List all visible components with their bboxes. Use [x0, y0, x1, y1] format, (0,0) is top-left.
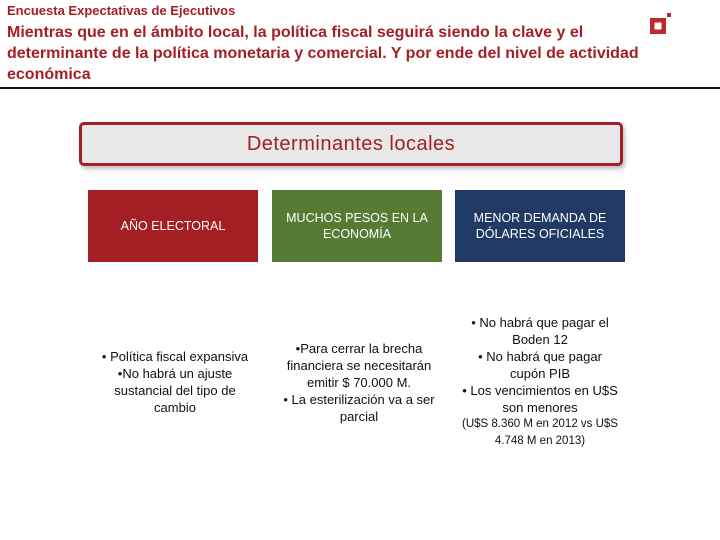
column-header-electoral	[88, 190, 258, 262]
page-title: Mientras que en el ámbito local, la política fiscal seguirá siendo la clave y el determinante de la política monetaria y comercial. Y por ende del nivel de actividad económica	[7, 24, 639, 83]
bullet-item: • No habrá que pagar el Boden 12	[471, 315, 609, 347]
header-subtitle: Encuesta Expectativas de Ejecutivos	[7, 3, 236, 18]
column-header-label: AÑO ELECTORAL	[120, 219, 226, 233]
brand-logo-icon	[648, 12, 672, 36]
column-body-pesos	[282, 262, 436, 502]
bullet-item: • No habrá que pagar cupón PIB	[478, 349, 602, 381]
header-divider	[0, 87, 720, 89]
bullet-item: •No habrá un ajuste sustancial del tipo de cambio	[114, 366, 236, 415]
column-body-dolares	[460, 262, 620, 502]
column-header-label: MUCHOS PESOS EN LA ECONOMÍA	[286, 211, 428, 241]
column-body-electoral	[100, 262, 250, 502]
bullet-item: • Los vencimientos en U$S son menores	[462, 383, 618, 415]
bullet-item: • La esterilización va a ser parcial	[283, 391, 435, 424]
bullet-item: •Para cerrar la brecha financiera se necesitarán emitir $ 70.000 M.	[286, 340, 432, 390]
column-header-pesos	[272, 190, 442, 262]
column-header-label: MENOR DEMANDA DE DÓLARES OFICIALES	[473, 211, 607, 241]
column-header-dolares	[455, 190, 625, 262]
bullet-item: • Política fiscal expansiva	[101, 349, 249, 364]
footnote-text: (U$S 8.360 M en 2012 vs U$S 4.748 M en 2013)	[462, 418, 618, 447]
section-banner-label: Determinantes locales	[246, 132, 456, 155]
section-banner	[79, 122, 623, 166]
